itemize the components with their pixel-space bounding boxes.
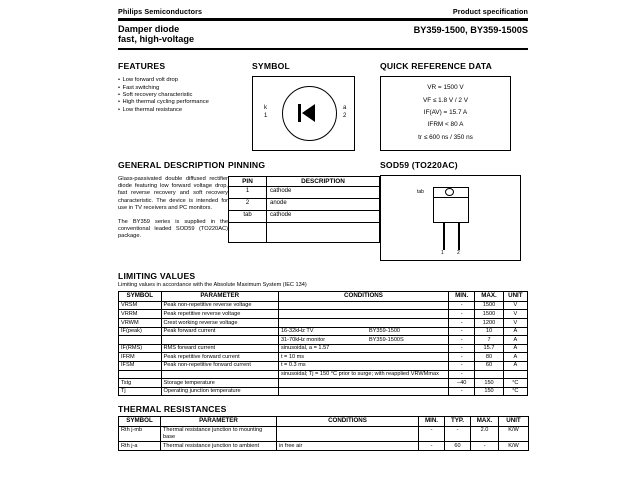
tr-col-typ: TYP. xyxy=(445,417,471,427)
middle-columns xyxy=(118,160,528,261)
lv-conditions xyxy=(278,310,448,319)
quick-reference-row: VR = 1500 V xyxy=(427,84,464,92)
diode-triangle-icon xyxy=(302,104,315,122)
table-row xyxy=(229,199,380,211)
lv-parameter: Peak repetitive forward current xyxy=(161,353,278,362)
general-description-heading: GENERAL DESCRIPTION xyxy=(118,160,225,171)
lv-min: - xyxy=(449,336,475,345)
tr-unit: K/W xyxy=(499,426,529,441)
tr-parameter: Thermal resistance junction to mounting base xyxy=(161,426,277,441)
table-row xyxy=(119,426,529,441)
lv-min: - xyxy=(449,353,475,362)
tr-typ: - xyxy=(445,426,471,441)
lv-symbol: IFRM xyxy=(119,353,162,362)
tr-min: - xyxy=(419,426,445,441)
lv-min: - xyxy=(449,370,475,379)
package-pin1-icon xyxy=(443,223,445,250)
list-item: • Low thermal resistance xyxy=(118,107,252,114)
lv-symbol xyxy=(119,370,162,379)
general-description-body xyxy=(118,176,228,240)
pinning-col-description: DESCRIPTION xyxy=(267,177,380,187)
package-pin2-label: 2 xyxy=(457,250,460,257)
pinning-col-pin: PIN xyxy=(229,177,267,187)
symbol-anode-letter: a xyxy=(343,105,347,112)
lv-conditions: sinusoidal; Tj = 150 °C prior to surge; with reapplied VRWMmax xyxy=(278,370,448,379)
lv-condition-a: 31-70kHz monitor xyxy=(280,336,326,343)
lv-unit: V xyxy=(503,310,527,319)
lv-conditions: t = 10 ms xyxy=(278,353,448,362)
quick-reference-row: VF ≤ 1.8 V / 2 V xyxy=(422,96,469,104)
tr-col-max: MAX. xyxy=(471,417,499,427)
lv-unit xyxy=(503,370,527,379)
lv-parameter: Storage temperature xyxy=(161,379,278,388)
tr-max: 2.0 xyxy=(471,426,499,441)
lv-parameter: Peak non-repetitive reverse voltage xyxy=(161,301,278,310)
tr-typ: 60 xyxy=(445,442,471,451)
lv-symbol: IF(RMS) xyxy=(119,344,162,353)
lv-min: - xyxy=(449,344,475,353)
lv-conditions-pair xyxy=(281,337,446,344)
lv-conditions: sinusoidal, a = 1.57 xyxy=(278,344,448,353)
page-content xyxy=(118,0,528,451)
lv-conditions xyxy=(278,336,448,345)
quick-reference-row: IF(AV) = 15.7 A xyxy=(423,109,468,116)
header-rule-bottom xyxy=(118,48,528,51)
lv-min: - xyxy=(449,301,475,310)
pin-description: cathode xyxy=(267,211,380,223)
package-body-icon xyxy=(433,197,469,223)
tr-min: - xyxy=(419,442,445,451)
lv-conditions: t = 0.3 ms xyxy=(278,361,448,370)
limiting-values-table xyxy=(118,291,528,396)
pinning-heading: PINNING xyxy=(228,160,266,171)
symbol-cathode-label xyxy=(264,105,267,120)
lv-max: 1200 xyxy=(475,319,503,328)
table-header-row xyxy=(119,292,528,302)
product-title-line1: Damper diode xyxy=(118,23,180,34)
tr-conditions: in free air xyxy=(277,442,419,451)
lv-max: 150 xyxy=(475,379,503,388)
thermal-resistances-section xyxy=(118,404,528,450)
table-row xyxy=(119,387,528,396)
pinning-table xyxy=(228,176,380,243)
lv-symbol: IF(peak) xyxy=(119,327,162,336)
lv-max: 7 xyxy=(475,336,503,345)
general-description-column xyxy=(118,160,228,261)
tr-conditions xyxy=(277,426,419,441)
lv-parameter: Peak forward current xyxy=(161,327,278,336)
lv-col-max: MAX. xyxy=(475,292,503,302)
tr-symbol: Rth j-mb xyxy=(119,426,161,441)
lv-conditions-pair xyxy=(281,328,446,335)
table-row xyxy=(119,336,528,345)
page-header xyxy=(118,0,528,18)
lv-symbol: VRSM xyxy=(119,301,162,310)
top-columns xyxy=(118,61,528,151)
table-row xyxy=(119,319,528,328)
table-row xyxy=(119,370,528,379)
pin-number: 1 xyxy=(229,187,267,199)
package-pin2-icon xyxy=(458,223,460,250)
pin-description: cathode xyxy=(267,187,380,199)
lv-parameter: RMS forward current xyxy=(161,344,278,353)
tr-col-unit: UNIT xyxy=(499,417,529,427)
lv-symbol: IFSM xyxy=(119,361,162,370)
lv-max: 1500 xyxy=(475,301,503,310)
lv-col-conditions: CONDITIONS xyxy=(278,292,448,302)
lv-unit: A xyxy=(503,327,527,336)
package-pin1-label: 1 xyxy=(441,250,444,257)
lv-symbol: VRRM xyxy=(119,310,162,319)
lv-symbol: Tj xyxy=(119,387,162,396)
symbol-anode-pin: 2 xyxy=(343,112,347,119)
symbol-heading: SYMBOL xyxy=(252,61,290,72)
lv-symbol: VRWM xyxy=(119,319,162,328)
quick-reference-box xyxy=(380,76,511,151)
lv-unit: °C xyxy=(503,379,527,388)
thermal-resistances-heading: THERMAL RESISTANCES xyxy=(118,404,227,415)
lv-unit: A xyxy=(503,361,527,370)
lv-unit: V xyxy=(503,319,527,328)
table-header-row xyxy=(229,177,380,187)
limiting-values-note: Limiting values in accordance with the Absolute Maximum System (IEC 134) xyxy=(118,282,307,289)
lv-conditions xyxy=(278,319,448,328)
quick-reference-column xyxy=(380,61,528,151)
tr-col-conditions: CONDITIONS xyxy=(277,417,419,427)
company-name: Philips Semiconductors xyxy=(118,7,203,16)
lv-parameter xyxy=(161,336,278,345)
diode-symbol-diagram xyxy=(252,76,355,151)
lv-parameter: Operating junction temperature xyxy=(161,387,278,396)
lv-max: 1500 xyxy=(475,310,503,319)
table-row xyxy=(229,211,380,223)
lv-unit: A xyxy=(503,344,527,353)
lv-min: - xyxy=(449,327,475,336)
lv-symbol: Tstg xyxy=(119,379,162,388)
table-row xyxy=(119,344,528,353)
lv-conditions xyxy=(278,301,448,310)
general-description-paragraph: The BY359 series is supplied in the conventional leaded SOD59 (TO220AC) package. xyxy=(118,218,228,239)
part-numbers: BY359-1500, BY359-1500S xyxy=(413,24,528,35)
table-row xyxy=(119,361,528,370)
table-row xyxy=(119,442,529,451)
quick-reference-row: IFRM < 80 A xyxy=(427,121,464,129)
lv-max: 80 xyxy=(475,353,503,362)
lv-conditions xyxy=(278,327,448,336)
package-tab-label: tab xyxy=(417,189,424,196)
lv-col-symbol: SYMBOL xyxy=(119,292,162,302)
symbol-anode-label xyxy=(343,105,346,120)
table-row-filler xyxy=(229,223,380,243)
table-row xyxy=(119,310,528,319)
symbol-cathode-pin: 1 xyxy=(264,112,268,119)
product-title-line2: fast, high-voltage xyxy=(118,34,195,45)
lv-min: −40 xyxy=(449,379,475,388)
lv-parameter: Peak repetitive reverse voltage xyxy=(161,310,278,319)
thermal-resistances-table xyxy=(118,416,529,450)
lv-unit: A xyxy=(503,336,527,345)
filler-cell xyxy=(229,223,267,243)
product-title xyxy=(118,24,194,45)
lv-parameter: Crest working reverse voltage xyxy=(161,319,278,328)
tr-col-symbol: SYMBOL xyxy=(119,417,161,427)
features-column xyxy=(118,61,252,151)
symbol-column xyxy=(252,61,380,151)
lv-min: - xyxy=(449,310,475,319)
tr-unit: K/W xyxy=(499,442,529,451)
general-description-paragraph: Glass-passivated double diffused rectifier diode featuring low forward voltage drop, fast reverse recovery and soft recovery characteristic. The device is intended for use in TV receivers and PC monitors. xyxy=(118,176,228,211)
document-type: Product specification xyxy=(452,7,528,16)
list-item: • High thermal cycling performance xyxy=(118,99,252,106)
list-item: • Soft recovery characteristic xyxy=(118,92,252,99)
table-row xyxy=(119,301,528,310)
lv-unit: °C xyxy=(503,387,527,396)
lv-max: 150 xyxy=(475,387,503,396)
pin-number: 2 xyxy=(229,199,267,211)
lv-condition-a: 16-32kHz TV xyxy=(280,328,314,335)
lv-conditions xyxy=(278,379,448,388)
tr-symbol: Rth j-a xyxy=(119,442,161,451)
tr-max: - xyxy=(471,442,499,451)
lv-max: 10 xyxy=(475,327,503,336)
tr-parameter: Thermal resistance junction to ambient xyxy=(161,442,277,451)
quick-reference-row: tr ≤ 600 ns / 350 ns xyxy=(418,133,473,141)
features-list xyxy=(118,77,252,114)
lv-col-parameter: PARAMETER xyxy=(161,292,278,302)
lv-unit: A xyxy=(503,353,527,362)
lv-min: - xyxy=(449,361,475,370)
table-row xyxy=(119,379,528,388)
lv-condition-b: BY359-1500 xyxy=(368,328,401,335)
lv-parameter: Peak non-repetitive forward current xyxy=(161,361,278,370)
lv-unit: V xyxy=(503,301,527,310)
filler-cell xyxy=(267,223,380,243)
package-heading: SOD59 (TO220AC) xyxy=(380,160,458,171)
quick-reference-heading: QUICK REFERENCE DATA xyxy=(380,61,493,72)
table-row xyxy=(229,187,380,199)
lv-max: 15.7 xyxy=(475,344,503,353)
lv-symbol xyxy=(119,336,162,345)
table-header-row xyxy=(119,417,529,427)
pin-number: tab xyxy=(229,211,267,223)
lv-col-min: MIN. xyxy=(449,292,475,302)
tr-col-parameter: PARAMETER xyxy=(161,417,277,427)
diode-cathode-bar-icon xyxy=(298,104,301,122)
package-outline-diagram xyxy=(380,175,521,261)
lv-col-unit: UNIT xyxy=(503,292,527,302)
lv-parameter xyxy=(161,370,278,379)
table-row xyxy=(119,353,528,362)
limiting-values-section xyxy=(118,271,528,396)
pin-description: anode xyxy=(267,199,380,211)
list-item: • Low forward volt drop xyxy=(118,77,252,84)
tr-col-min: MIN. xyxy=(419,417,445,427)
features-heading: FEATURES xyxy=(118,61,166,72)
table-row xyxy=(119,327,528,336)
lv-condition-b: BY359-1500S xyxy=(368,336,404,343)
lv-max: 60 xyxy=(475,361,503,370)
list-item: • Fast switching xyxy=(118,85,252,92)
limiting-values-heading: LIMITING VALUES xyxy=(118,271,196,282)
title-band xyxy=(118,21,528,48)
symbol-cathode-letter: k xyxy=(264,105,267,112)
package-column xyxy=(380,160,528,261)
lv-min: - xyxy=(449,319,475,328)
lv-conditions xyxy=(278,387,448,396)
lv-max xyxy=(475,370,503,379)
lv-min: - xyxy=(449,387,475,396)
pinning-column xyxy=(228,160,380,261)
